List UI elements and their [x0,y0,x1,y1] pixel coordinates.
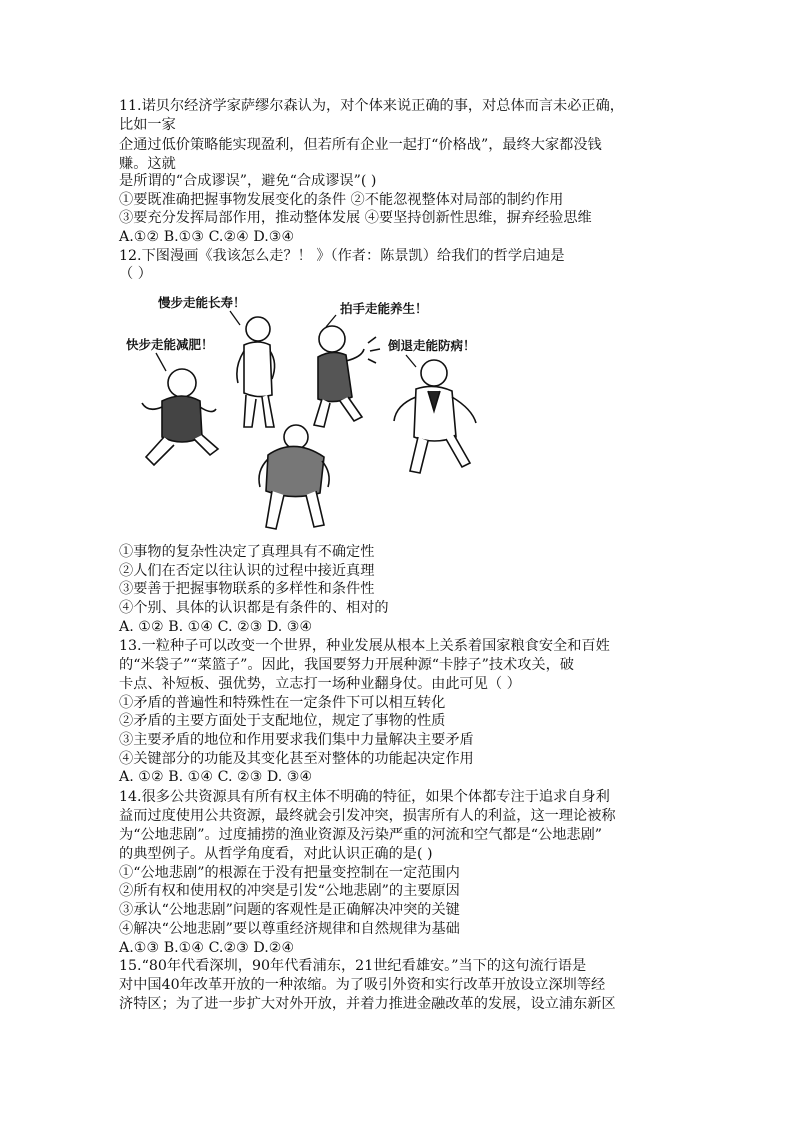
q14-option-4: ④解决“公地悲剧”要以尊重经济规律和自然规律为基础 [119,921,460,937]
q13-option-4: ④关键部分的功能及其变化甚至对整体的功能起决定作用 [119,751,474,767]
q14-option-1: ①“公地悲剧”的根源在于没有把量变控制在一定范围内 [119,865,460,881]
q12-line-2: （ ） [119,266,152,282]
q15-line-2: 对中国40年改革开放的一种浓缩。为了吸引外资和实行改革开放设立深圳等经 [119,977,606,993]
q11-line-2: 比如一家 [119,117,176,133]
q13-line-3: 卡点、补短板、强优势，立志打一场种业翻身仗。由此可见（ ） [119,676,521,692]
q13-option-1: ①矛盾的普遍性和特殊性在一定条件下可以相互转化 [119,695,446,711]
q13-line-2: 的“米袋子”“菜篮子”。因此，我国要努力开展种源“卡脖子”技术攻关，破 [119,657,574,673]
q11-option-row-2: ③要充分发挥局部作用，推动整体发展 ④要坚持创新性思维，摒弃经验思维 [119,210,592,226]
figure-clap-walker [314,326,380,427]
q11-answer-choices: A.①② B.①③ C.②④ D.③④ [119,229,295,245]
q14-line-3: 为“公地悲剧”。过度捕捞的渔业资源及污染严重的河流和空气都是“公地悲剧” [119,827,603,843]
cartoon-label-fast-walk: 快步走能减肥！ [126,337,214,352]
q11-option-row-1: ①要既准确把握事物发展变化的条件 ②不能忽视整体对局部的制约作用 [119,192,564,208]
figure-fast-walker [142,369,218,465]
cartoon-label-backward-walk: 倒退走能防病！ [388,338,476,353]
q11-line-1: 11.诺贝尔经济学家萨缪尔森认为，对个体来说正确的事，对总体而言未必正确， [119,98,624,114]
q14-answer-choices: A.①③ B.①④ C.②③ D.②④ [119,940,295,956]
cartoon-label-slow-walk: 慢步走能长寿！ [158,295,246,310]
q12-answer-choices: A. ①② B. ①④ C. ②③ D. ③④ [119,619,313,635]
q12-line-1: 12.下图漫画《我该怎么走？！ 》（作者：陈景凯）给我们的哲学启迪是 [119,248,565,264]
q13-answer-choices: A. ①② B. ①④ C. ②③ D. ③④ [119,769,313,785]
q14-option-2: ②所有权和使用权的冲突是引发“公地悲剧”的主要原因 [119,883,460,899]
q15-line-3: 济特区；为了进一步扩大对外开放，并着力推进金融改革的发展，设立浦东新区 [119,996,616,1012]
cartoon-label-clap-walk: 拍手走能养生！ [340,301,428,316]
q15-line-1: 15.“80年代看深圳，90年代看浦东，21世纪看雄安。”当下的这句流行语是 [119,958,587,974]
q14-line-1: 14.很多公共资源具有所有权主体不明确的特征，如果个体都专注于追求自身利 [119,789,610,805]
q14-option-3: ③承认“公地悲剧”问题的客观性是正确解决冲突的关键 [119,902,460,918]
q13-line-1: 13.一粒种子可以改变一个世界，种业发展从根本上关系着国家粮食安全和百姓 [119,638,610,654]
q12-option-4: ④个别、具体的认识都是有条件的、相对的 [119,600,389,616]
q12-option-1: ①事物的复杂性决定了真理具有不确定性 [119,544,375,560]
q13-option-3: ③主要矛盾的地位和作用要求我们集中力量解决主要矛盾 [119,732,474,748]
figure-slow-walker [237,317,275,427]
q14-line-4: 的典型例子。从哲学角度看，对此认识正确的是( ) [119,846,433,862]
q12-option-3: ③要善于把握事物联系的多样性和条件性 [119,581,375,597]
q11-line-3: 企通过低价策略能实现盈利，但若所有企业一起打“价格战”，最终大家都没钱 [119,137,602,153]
cartoon-how-should-i-walk [118,287,498,535]
figure-backward-walker [394,360,476,473]
q11-line-5: 是所谓的“合成谬误”，避免“合成谬误”( ) [119,173,377,189]
figure-bent-walker [259,425,329,529]
q14-line-2: 益而过度使用公共资源，最终就会引发冲突，损害所有人的利益，这一理论被称 [119,808,616,824]
q13-option-2: ②矛盾的主要方面处于支配地位，规定了事物的性质 [119,713,446,729]
q12-option-2: ②人们在否定以往认识的过程中接近真理 [119,563,375,579]
q11-line-4: 赚。这就 [119,156,176,172]
